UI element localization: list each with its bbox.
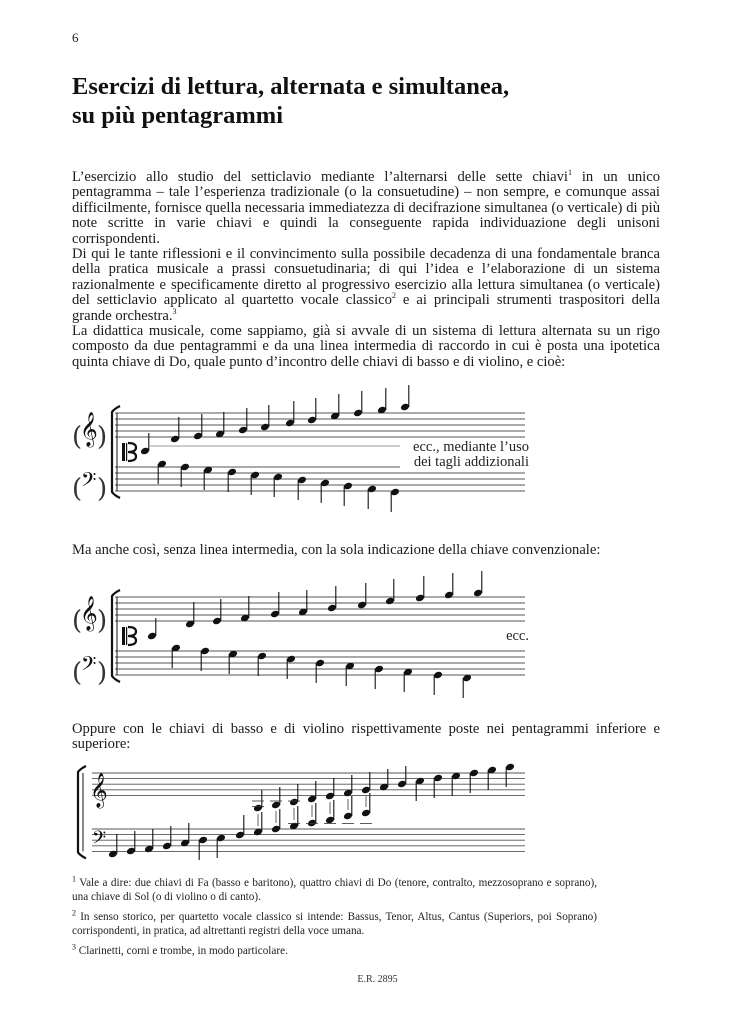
- bass-clef-icon: 𝄢: [81, 652, 97, 680]
- system-bracket: [112, 590, 120, 682]
- alto-clef-icon: [122, 627, 125, 645]
- footnotes: [72, 876, 597, 964]
- page-number: 6: [72, 30, 79, 45]
- footnote-text: Clarinetti, corni e trombe, in modo particolare.: [78, 945, 288, 957]
- annotation-line: ecc., mediante l’uso: [413, 439, 529, 455]
- annotation-line: dei tagli addizionali: [413, 454, 529, 470]
- paragraph-text: Di qui le tante riflessioni e il convincimento sulla possibile decadenza di una fondamentale branca della pratica musicale a prassi consuetudinaria; di qui l’idea e l’elaborazione di un sistema razionalmente e specificamente diretto al progressivo esercizio alla lettura simultanea (o verticale) del setticlavio applicato al quartetto vocale classico: [72, 246, 660, 309]
- footnote-text: Vale a dire: due chiavi di Fa (basso e baritono), quattro chiavi di Do (tenore, contralto, mezzosoprano e soprano), una chiave di Sol (o di violino o di canto).: [72, 877, 597, 903]
- paragraph-text: La didattica musicale, come sappiamo, già si avvale di un sistema di lettura alternata su un rigo composto da due pentagrammi e da una linea intermedia di raccordo in cui è posta una ipotetica quinta chiave di Do, quale punto d’incontro delle chiavi di basso e di violino, e cioè:: [72, 323, 660, 370]
- clef-parenthesis: (: [72, 606, 83, 636]
- bass-clef-icon: 𝄢: [92, 828, 107, 853]
- paragraph-text: Ma anche così, senza linea intermedia, con la sola indicazione della chiave convenzionale:: [72, 542, 601, 558]
- catalog-number: E.R. 2895: [357, 974, 398, 985]
- clef-parenthesis: (: [72, 474, 83, 504]
- footnote-mark: 2: [72, 908, 76, 918]
- footnote-ref[interactable]: 1: [568, 168, 572, 178]
- paragraph-text: L’esercizio allo studio del setticlavio mediante l’alternarsi delle sette chiavi: [72, 169, 568, 185]
- paragraph-text: Oppure con le chiavi di basso e di violino rispettivamente poste nei pentagrammi inferiore e superiore:: [72, 721, 660, 753]
- system-bracket: [112, 406, 120, 498]
- system-bracket: [78, 766, 86, 858]
- example-1-annotation: [400, 440, 529, 470]
- alto-clef-icon: [122, 443, 125, 461]
- paragraph-text: e ai principali strumenti traspositori della grande orchestra.: [72, 292, 660, 324]
- footnote-mark: 3: [72, 942, 76, 952]
- bass-clef-icon: 𝄢: [81, 468, 97, 496]
- alto-clef-icon: [128, 443, 136, 461]
- footnote-mark: 1: [72, 874, 76, 884]
- footnote-1: [72, 876, 597, 904]
- clef-parenthesis: ): [97, 658, 108, 688]
- alto-clef-icon: [126, 627, 127, 645]
- footnote-3: [72, 944, 597, 958]
- alto-clef-icon: [126, 443, 127, 461]
- clef-parenthesis: ): [97, 422, 108, 452]
- clef-parenthesis: ): [97, 474, 108, 504]
- footnote-2: [72, 910, 597, 938]
- alto-clef-icon: [128, 627, 136, 645]
- clef-parenthesis: ): [97, 606, 108, 636]
- footnote-text: In senso storico, per quartetto vocale classico si intende: Bassus, Tenor, Altus, Cantus (Superiors, poi Soprano) corrispondenti, in pratica, ad altrettanti registri della voce umana.: [72, 911, 597, 937]
- treble-clef-icon: 𝄞: [80, 412, 98, 447]
- clef-parenthesis: (: [72, 658, 83, 688]
- footnote-ref[interactable]: 2: [391, 291, 396, 301]
- example-2-annotation: ecc.: [480, 629, 529, 644]
- title-line-1: Esercizi di lettura, alternata e simultanea,: [72, 73, 510, 100]
- footnote-ref[interactable]: 3: [172, 306, 177, 316]
- title-line-2: su più pentagrammi: [72, 102, 284, 129]
- paragraph-text: in un unico pentagramma – tale l’esperienza tradizionale (o la consuetudine) – non sempre, e comunque assai difficilmente, fornisce quella necessaria immediatezza di decifrazione simultanea (o verticale) di più note scritte in varie chiavi e quindi la conseguente rapida individuazione degli unisoni corrispondenti.: [72, 169, 660, 247]
- clef-parenthesis: (: [72, 422, 83, 452]
- treble-clef-icon: 𝄞: [80, 596, 98, 631]
- treble-clef-icon: 𝄞: [90, 773, 108, 808]
